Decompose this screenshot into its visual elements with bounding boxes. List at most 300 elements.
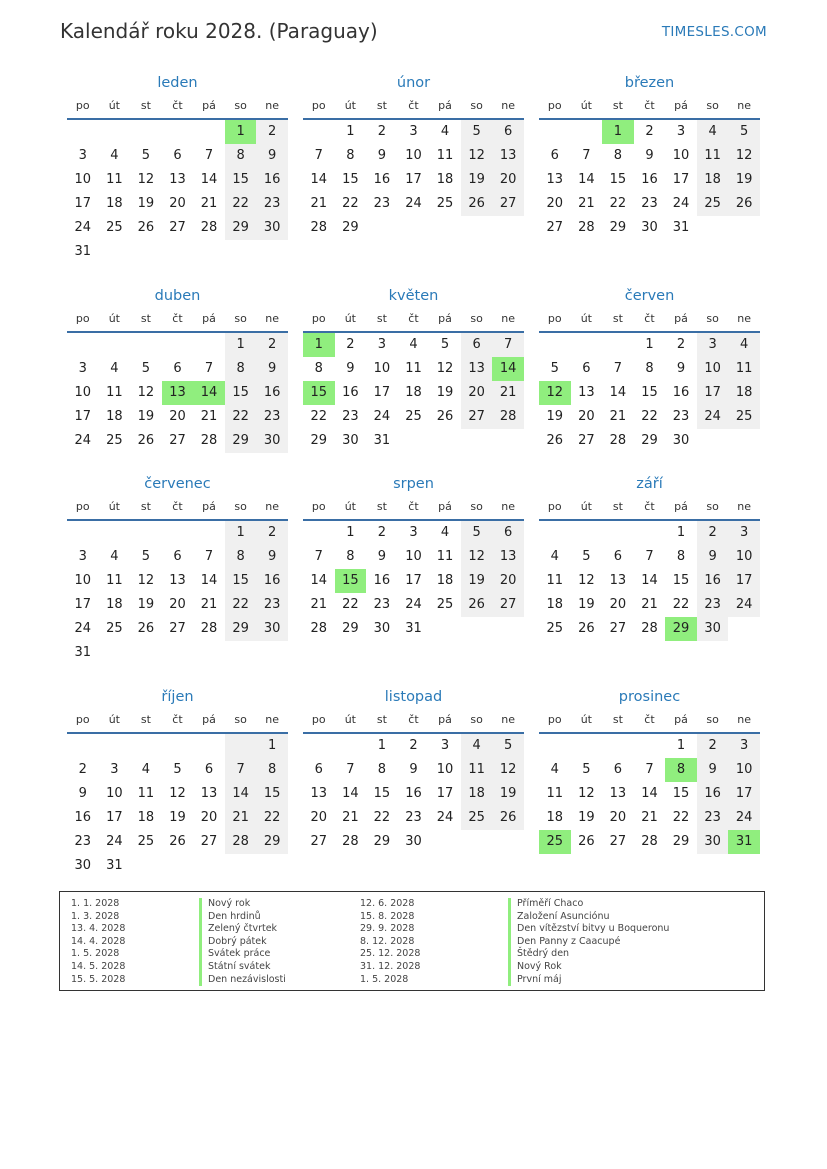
day-cell: 31 [405, 621, 422, 636]
week-row [67, 120, 288, 144]
day-cell: 7 [346, 762, 355, 777]
empty-cell [130, 120, 162, 144]
day-cell: 14 [578, 172, 595, 187]
day-cell: 20 [200, 810, 218, 825]
day-cell: 9 [697, 758, 729, 782]
day-cell: 22 [342, 597, 359, 612]
empty-cell [303, 120, 335, 144]
day-cell: 8 [225, 144, 257, 168]
day-cell: 6 [550, 148, 559, 163]
day-cell: 20 [546, 196, 564, 211]
day-cell: 16 [405, 786, 422, 801]
day-cell: 29 [641, 433, 658, 448]
empty-cell [162, 240, 194, 264]
empty-cell [162, 333, 194, 357]
day-cell: 5 [141, 148, 151, 163]
day-cell: 6 [173, 148, 182, 163]
day-cell: 24 [74, 220, 92, 235]
day-cell: 8 [256, 758, 288, 782]
day-cell: 9 [697, 545, 729, 569]
day-cell: 30 [256, 216, 288, 240]
day-cell: 4 [440, 124, 450, 139]
empty-cell [67, 120, 99, 144]
day-cell: 2 [256, 521, 288, 545]
day-cell: 11 [546, 786, 564, 801]
day-cell: 13 [169, 172, 186, 187]
day-cell: 1 [256, 734, 288, 758]
day-cell: 2 [409, 738, 418, 753]
empty-cell [256, 240, 288, 264]
day-cell: 10 [405, 148, 422, 163]
day-cell: 11 [546, 573, 564, 588]
week-row [67, 734, 288, 758]
day-cell: 28 [310, 220, 328, 235]
day-cell: 26 [137, 433, 155, 448]
day-cell: 5 [582, 762, 591, 777]
weekday-header [67, 708, 288, 734]
day-cell: 17 [436, 786, 454, 801]
day-cell: 29 [342, 220, 359, 235]
week-row [67, 240, 288, 264]
day-cell: 6 [492, 120, 524, 144]
legend-holiday-name: Den vítězství bitvy u Boqueronu [508, 923, 669, 936]
day-cell: 5 [141, 361, 151, 376]
empty-cell [99, 521, 131, 545]
day-cell: 18 [137, 810, 155, 825]
week-row [303, 333, 524, 357]
week-row [539, 569, 760, 593]
weekday-label: pá [202, 713, 216, 726]
day-cell: 30 [373, 621, 391, 636]
week-row [539, 782, 760, 806]
weekday-label: út [344, 500, 356, 513]
day-cell: 30 [74, 858, 92, 873]
day-cell: 9 [346, 361, 355, 376]
day-cell: 1 [303, 333, 335, 357]
day-cell: 22 [672, 810, 690, 825]
legend-holiday-name: Státní svátek [199, 961, 270, 974]
weekday-label: st [376, 500, 387, 513]
month-name: červen [624, 288, 675, 304]
day-cell: 16 [74, 810, 92, 825]
empty-cell [130, 854, 162, 878]
day-cell: 29 [256, 830, 288, 854]
day-cell: 1 [225, 333, 257, 357]
legend-holiday-name: Nový Rok [508, 961, 562, 974]
empty-cell [303, 521, 335, 545]
day-cell: 13 [200, 786, 218, 801]
empty-cell [461, 429, 493, 453]
empty-cell [303, 734, 335, 758]
weekday-label: st [376, 713, 387, 726]
day-cell: 3 [78, 148, 87, 163]
day-cell: 6 [173, 361, 182, 376]
day-cell: 16 [697, 569, 729, 593]
day-cell: 20 [461, 381, 493, 405]
week-row [303, 405, 524, 429]
week-row [67, 144, 288, 168]
day-cell: 4 [550, 762, 559, 777]
day-cell: 11 [405, 361, 422, 376]
day-cell: 22 [256, 806, 288, 830]
weekday-label: so [470, 99, 483, 112]
weekday-label: po [311, 713, 326, 726]
day-cell: 23 [256, 405, 288, 429]
empty-cell [99, 734, 131, 758]
day-cell: 6 [314, 762, 323, 777]
week-row [539, 593, 760, 617]
day-cell: 9 [256, 357, 288, 381]
day-cell: 21 [492, 381, 524, 405]
day-cell: 10 [672, 148, 690, 163]
day-cell: 24 [672, 196, 690, 211]
day-cell: 8 [225, 545, 257, 569]
month-name: říjen [161, 689, 194, 705]
weekday-label: po [311, 500, 326, 513]
day-cell: 17 [728, 782, 760, 806]
day-cell: 25 [106, 220, 123, 235]
week-row [539, 357, 760, 381]
weekday-label: út [108, 713, 120, 726]
week-row [67, 192, 288, 216]
day-cell: 22 [310, 409, 328, 424]
day-cell: 16 [697, 782, 729, 806]
legend-holiday-name: Založení Asunciónu [508, 911, 610, 924]
week-row [67, 617, 288, 641]
day-cell: 20 [310, 810, 328, 825]
day-cell: 23 [373, 597, 391, 612]
empty-cell [492, 216, 524, 240]
empty-cell [571, 734, 603, 758]
weekday-label: po [547, 312, 562, 325]
week-row [539, 168, 760, 192]
empty-cell [429, 617, 461, 641]
day-cell: 31 [373, 433, 391, 448]
weekday-label: pá [438, 713, 452, 726]
day-cell: 4 [461, 734, 493, 758]
day-cell: 10 [728, 545, 760, 569]
empty-cell [162, 854, 194, 878]
day-cell: 13 [310, 786, 328, 801]
day-cell: 29 [225, 216, 257, 240]
empty-cell [571, 120, 603, 144]
weekday-label: ne [265, 713, 280, 726]
day-cell: 7 [582, 148, 591, 163]
weekday-label: út [344, 713, 356, 726]
day-cell: 17 [405, 172, 422, 187]
day-cell: 1 [346, 525, 355, 540]
day-cell: 8 [314, 361, 323, 376]
weekday-label: út [344, 312, 356, 325]
week-row [67, 854, 288, 878]
day-cell: 7 [613, 361, 623, 376]
month-září [539, 473, 760, 641]
day-cell: 11 [697, 144, 729, 168]
empty-cell [492, 830, 524, 854]
day-cell: 30 [342, 433, 359, 448]
week-row [539, 405, 760, 429]
weekday-label: pá [202, 500, 216, 513]
empty-cell [162, 521, 194, 545]
month-name: duben [154, 288, 201, 304]
day-cell: 6 [492, 521, 524, 545]
day-cell: 7 [204, 148, 214, 163]
day-cell: 2 [346, 337, 355, 352]
day-cell: 11 [106, 573, 123, 588]
legend-date: 15. 8. 2028 [360, 910, 415, 922]
day-cell: 21 [200, 196, 218, 211]
day-cell: 19 [461, 168, 493, 192]
week-row [303, 545, 524, 569]
day-cell: 23 [697, 593, 729, 617]
day-cell: 29 [310, 433, 328, 448]
brand-link[interactable]: TIMESLES.COM [661, 24, 767, 40]
day-cell: 14 [193, 381, 225, 405]
weekday-label: st [376, 99, 387, 112]
day-cell: 28 [641, 621, 658, 636]
weekday-label: po [75, 500, 90, 513]
weekday-label: út [580, 312, 592, 325]
day-cell: 27 [310, 834, 328, 849]
day-cell: 16 [373, 172, 391, 187]
week-row [67, 758, 288, 782]
day-cell: 13 [492, 144, 524, 168]
day-cell: 8 [613, 148, 623, 163]
legend-date: 25. 12. 2028 [360, 948, 421, 960]
day-cell: 28 [609, 433, 627, 448]
day-cell: 19 [436, 385, 454, 400]
day-cell: 24 [728, 806, 760, 830]
empty-cell [256, 641, 288, 665]
week-row [67, 333, 288, 357]
day-cell: 2 [256, 333, 288, 357]
weekday-label: pá [438, 312, 452, 325]
day-cell: 2 [377, 525, 387, 540]
day-cell: 2 [697, 734, 729, 758]
day-cell: 25 [461, 806, 493, 830]
day-cell: 25 [436, 597, 454, 612]
day-cell: 25 [106, 621, 123, 636]
weekday-label: pá [438, 500, 452, 513]
weekday-label: pá [202, 312, 216, 325]
empty-cell [461, 617, 493, 641]
day-cell: 28 [200, 621, 218, 636]
weekday-label: ne [737, 312, 752, 325]
day-cell: 23 [641, 196, 658, 211]
month-říjen [67, 686, 288, 878]
weekday-label: ne [501, 99, 516, 112]
week-row [67, 216, 288, 240]
day-cell: 4 [110, 361, 119, 376]
week-row [303, 144, 524, 168]
day-cell: 18 [405, 385, 422, 400]
month-name: květen [388, 288, 439, 304]
weekday-label: čt [172, 312, 183, 325]
day-cell: 12 [137, 573, 155, 588]
day-cell: 19 [546, 409, 564, 424]
weekday-header [303, 708, 524, 734]
day-cell: 19 [578, 597, 595, 612]
month-prosinec [539, 686, 760, 854]
day-cell: 2 [676, 337, 686, 352]
day-cell: 28 [641, 834, 658, 849]
day-cell: 13 [461, 357, 493, 381]
weekday-label: st [612, 713, 623, 726]
day-cell: 24 [74, 433, 92, 448]
day-cell: 20 [578, 409, 595, 424]
day-cell: 3 [409, 124, 418, 139]
weekday-label: út [344, 99, 356, 112]
weekday-label: po [547, 713, 562, 726]
day-cell: 5 [173, 762, 182, 777]
legend-date: 14. 5. 2028 [71, 961, 126, 972]
weekday-label: so [470, 713, 483, 726]
weekday-label: so [234, 99, 247, 112]
day-cell: 31 [74, 244, 92, 259]
day-cell: 14 [342, 786, 359, 801]
week-row [67, 593, 288, 617]
weekday-label: po [311, 99, 326, 112]
empty-cell [571, 333, 603, 357]
weekday-label: ne [501, 713, 516, 726]
week-row [303, 734, 524, 758]
weekday-label: út [108, 99, 120, 112]
day-cell: 10 [74, 573, 92, 588]
week-row [539, 381, 760, 405]
day-cell: 19 [461, 569, 493, 593]
week-row [539, 333, 760, 357]
day-cell: 14 [200, 573, 218, 588]
day-cell: 27 [169, 433, 186, 448]
week-row [303, 357, 524, 381]
day-cell: 15 [609, 172, 627, 187]
weekday-label: ne [737, 99, 752, 112]
day-cell: 30 [697, 830, 729, 854]
empty-cell [99, 641, 131, 665]
day-cell: 28 [578, 220, 595, 235]
day-cell: 10 [728, 758, 760, 782]
legend-date: 12. 6. 2028 [360, 898, 415, 909]
day-cell: 15 [335, 569, 367, 593]
day-cell: 24 [436, 810, 454, 825]
empty-cell [634, 521, 666, 545]
empty-cell [602, 333, 634, 357]
day-cell: 22 [641, 409, 658, 424]
day-cell: 3 [409, 525, 418, 540]
day-cell: 21 [225, 806, 257, 830]
day-cell: 6 [582, 361, 591, 376]
week-row [539, 617, 760, 641]
weekday-label: po [547, 99, 562, 112]
day-cell: 1 [377, 738, 387, 753]
holiday-legend [59, 891, 765, 991]
empty-cell [130, 240, 162, 264]
weekday-label: pá [674, 99, 688, 112]
day-cell: 13 [609, 786, 627, 801]
day-cell: 26 [578, 621, 595, 636]
day-cell: 31 [672, 220, 690, 235]
weekday-label: čt [408, 713, 419, 726]
day-cell: 14 [310, 573, 328, 588]
weekday-label: út [108, 312, 120, 325]
week-row [67, 357, 288, 381]
day-cell: 5 [461, 120, 493, 144]
weekday-label: čt [172, 99, 183, 112]
legend-date: 1. 1. 2028 [71, 898, 120, 909]
week-row [303, 782, 524, 806]
day-cell: 30 [256, 429, 288, 453]
day-cell: 13 [609, 573, 627, 588]
empty-cell [193, 120, 225, 144]
day-cell: 23 [74, 834, 92, 849]
week-row [303, 830, 524, 854]
day-cell: 11 [106, 172, 123, 187]
weekday-label: po [75, 312, 90, 325]
day-cell: 1 [225, 120, 257, 144]
legend-holiday-name: Zelený čtvrtek [199, 923, 277, 936]
legend-holiday-name: Štědrý den [508, 948, 569, 961]
day-cell: 27 [492, 593, 524, 617]
day-cell: 5 [492, 734, 524, 758]
week-row [67, 521, 288, 545]
empty-cell [193, 240, 225, 264]
day-cell: 25 [697, 192, 729, 216]
day-cell: 27 [609, 621, 627, 636]
day-cell: 6 [613, 762, 623, 777]
empty-cell [335, 734, 367, 758]
empty-cell [193, 641, 225, 665]
empty-cell [492, 617, 524, 641]
day-cell: 7 [204, 549, 214, 564]
day-cell: 25 [728, 405, 760, 429]
day-cell: 30 [405, 834, 422, 849]
empty-cell [461, 216, 493, 240]
week-row [539, 521, 760, 545]
day-cell: 5 [582, 549, 591, 564]
day-cell: 7 [314, 549, 323, 564]
day-cell: 27 [169, 220, 186, 235]
empty-cell [366, 216, 398, 240]
weekday-header [303, 495, 524, 521]
weekday-label: ne [265, 99, 280, 112]
empty-cell [99, 333, 131, 357]
day-cell: 1 [676, 525, 686, 540]
day-cell: 12 [137, 385, 155, 400]
day-cell: 8 [377, 762, 387, 777]
weekday-header [67, 307, 288, 333]
empty-cell [67, 333, 99, 357]
empty-cell [162, 641, 194, 665]
weekday-header [539, 708, 760, 734]
day-cell: 26 [728, 192, 760, 216]
empty-cell [602, 734, 634, 758]
day-cell: 1 [602, 120, 634, 144]
day-cell: 24 [697, 405, 729, 429]
day-cell: 12 [539, 381, 571, 405]
weekday-label: st [612, 312, 623, 325]
day-cell: 27 [200, 834, 218, 849]
weekday-label: so [706, 500, 719, 513]
month-listopad [303, 686, 524, 854]
day-cell: 14 [641, 786, 658, 801]
weekday-label: ne [737, 713, 752, 726]
month-name: únor [396, 75, 431, 91]
day-cell: 3 [78, 361, 87, 376]
weekday-header [539, 495, 760, 521]
day-cell: 28 [225, 830, 257, 854]
day-cell: 19 [137, 196, 155, 211]
month-name: březen [624, 75, 675, 91]
